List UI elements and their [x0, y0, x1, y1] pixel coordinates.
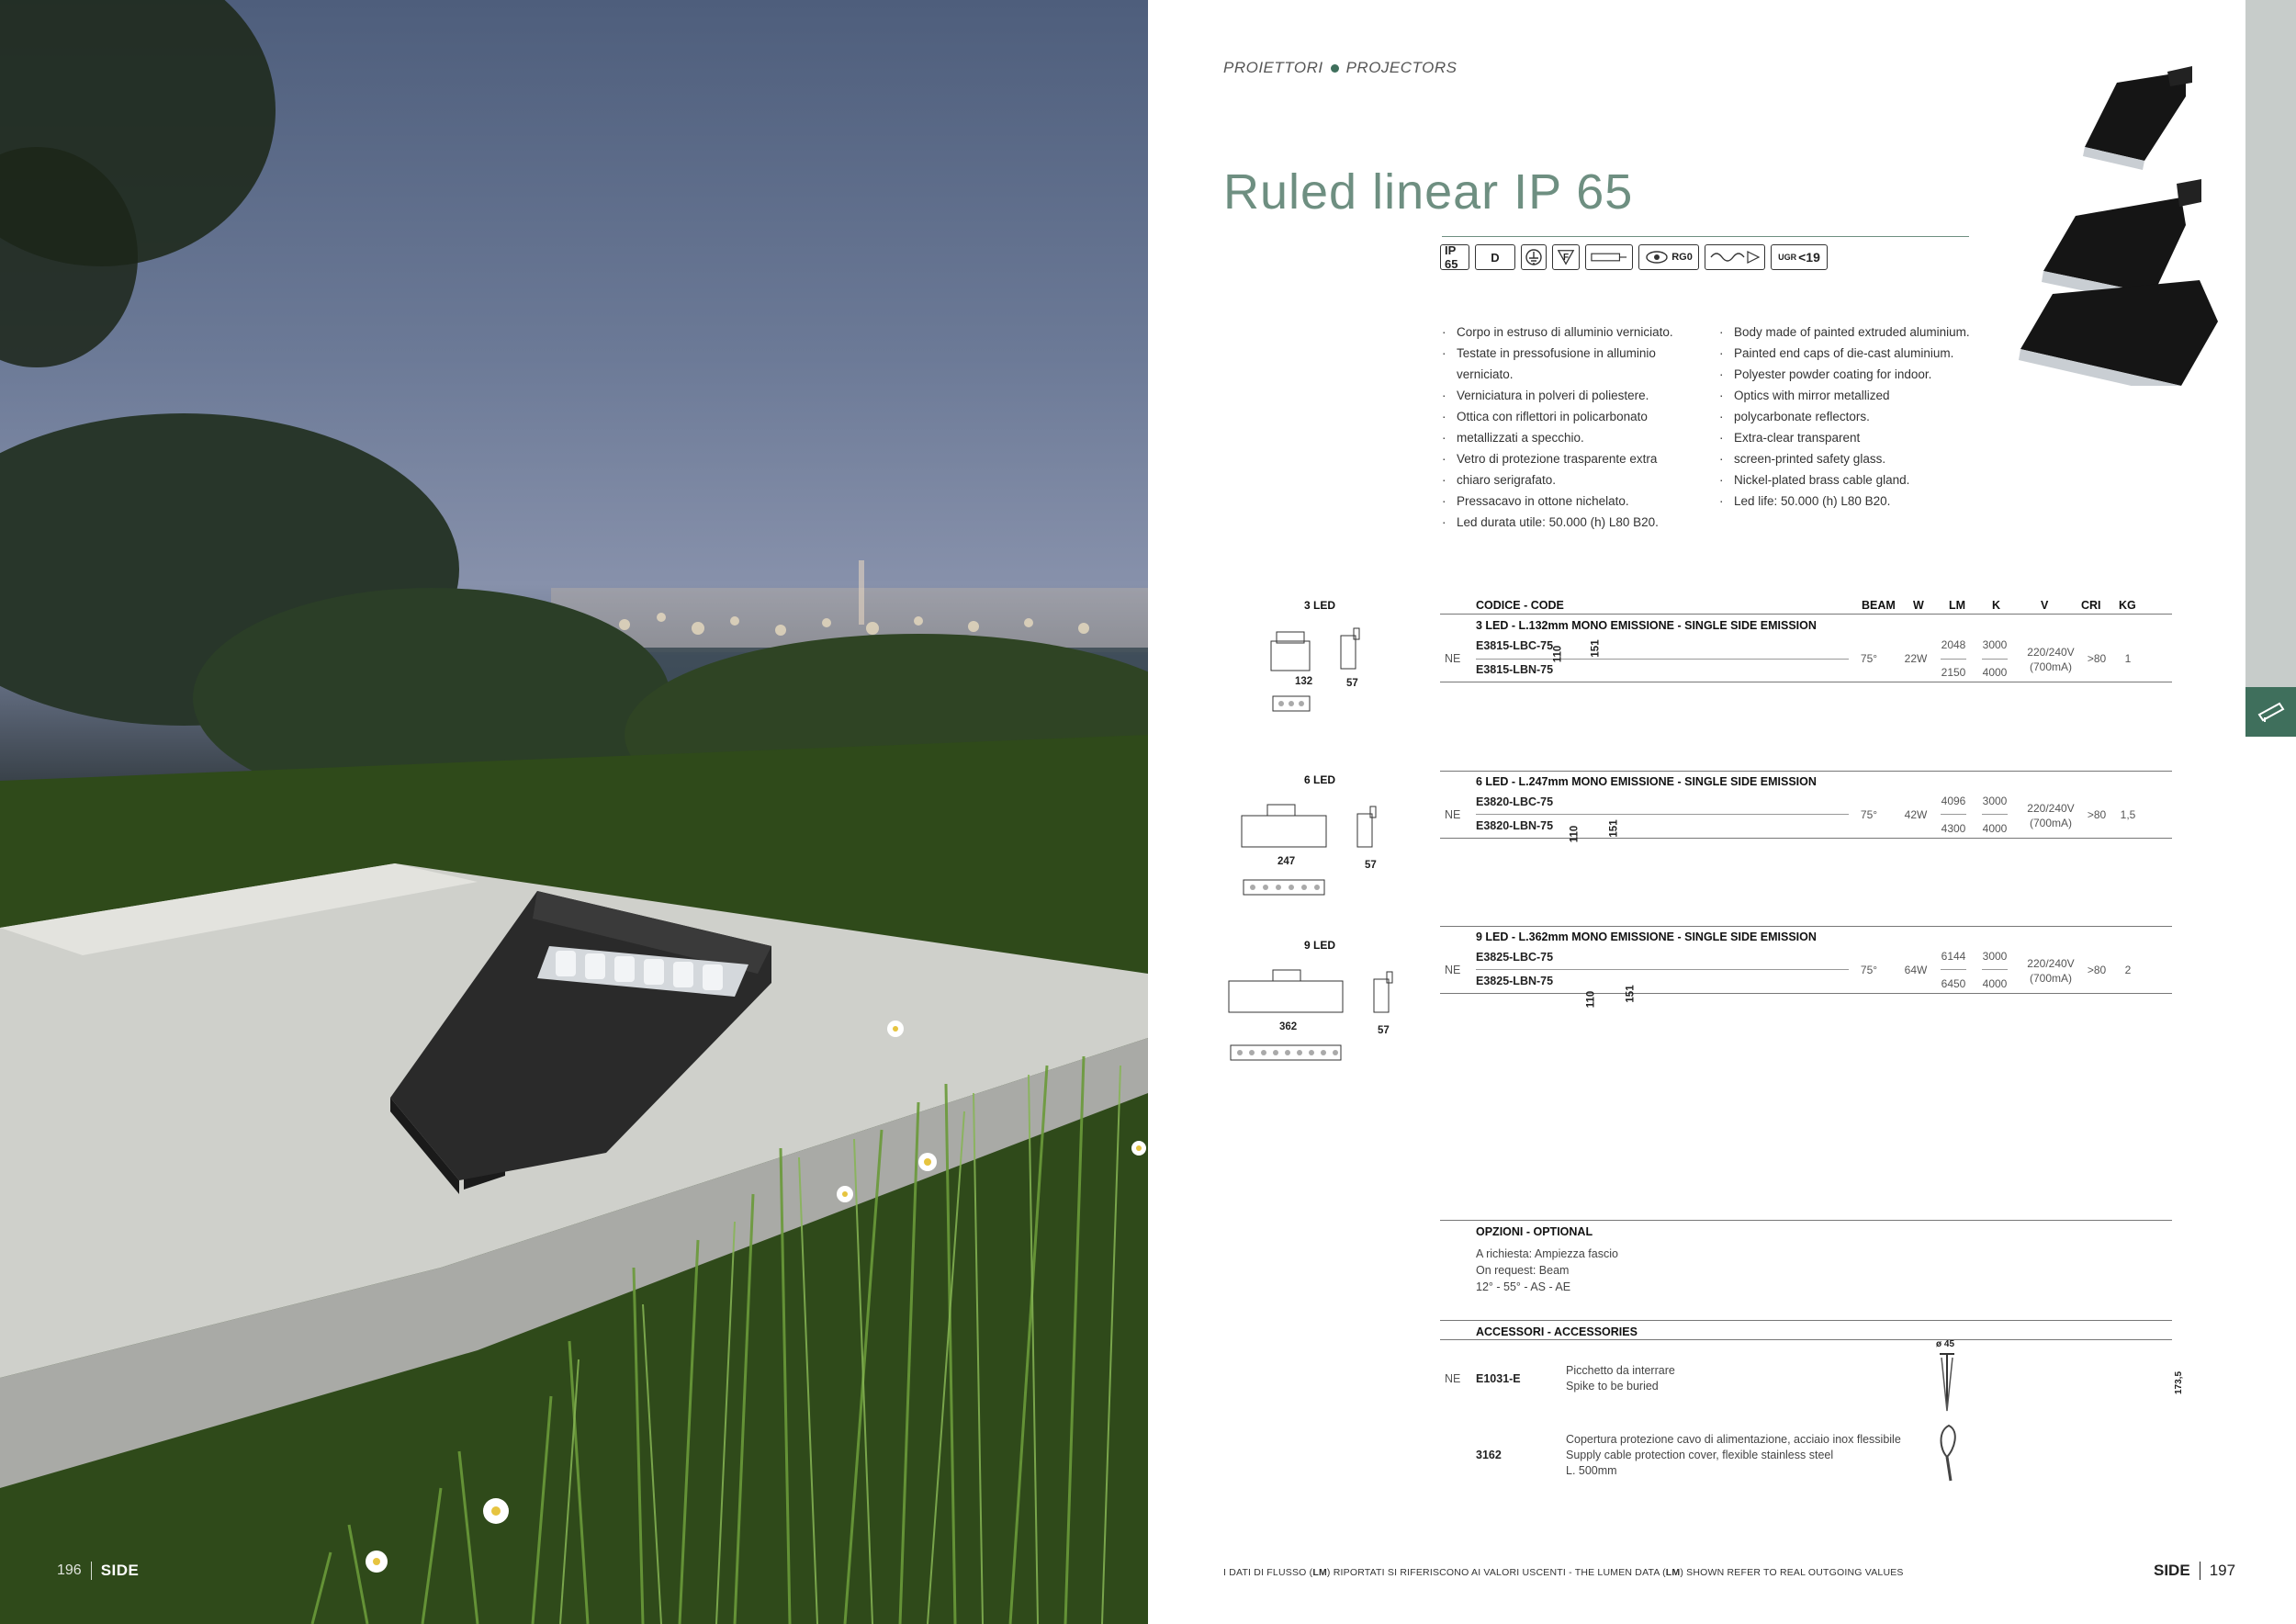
accessory-description [1566, 1363, 1675, 1394]
voltage-cell [2019, 956, 2083, 986]
cri-value: >80 [2087, 652, 2107, 665]
col-kg: KG [2119, 599, 2136, 612]
weight-value: 1 [2124, 652, 2132, 665]
class-d-label: D [1491, 250, 1500, 265]
breadcrumb-category-en: PROJECTORS [1345, 59, 1458, 76]
footer-note-lm: LM [1665, 1567, 1681, 1578]
breadcrumb-category-it: PROIETTORI [1223, 59, 1323, 76]
accessory-code: 3162 [1476, 1449, 1502, 1461]
kelvin-separator [1982, 814, 2008, 815]
lumen-separator [1941, 659, 1966, 660]
feature-en-item: · Extra-clear transparent [1717, 427, 1984, 448]
right-section-name: SIDE [2154, 1562, 2190, 1579]
ugr-value: <19 [1798, 250, 1820, 265]
projector-category-icon [2256, 698, 2287, 722]
accessory-desc-line: Copertura protezione cavo di alimentazione, acciaio inox flessibile [1566, 1433, 1901, 1446]
cri-value: >80 [2087, 808, 2107, 821]
accessories-header-rule [1440, 1339, 2172, 1340]
spike-icon [1929, 1350, 1965, 1415]
cable-cover-icon [1932, 1422, 1965, 1486]
dim-height: 110 [1569, 825, 1581, 843]
dim-total: 151 [1590, 639, 1602, 658]
dim-depth: 57 [1365, 860, 1377, 871]
col-code: CODICE - CODE [1476, 599, 1564, 612]
technical-drawing-9led [1227, 966, 1401, 1067]
optional-text [1476, 1246, 1618, 1295]
risk-group-icon [1638, 244, 1699, 270]
lumen-value: 6144 [1941, 950, 1966, 963]
col-v: V [2041, 599, 2049, 612]
dimmer-wave-icon [1705, 244, 1765, 270]
variant-9led-render [2019, 280, 2218, 386]
title-divider [1442, 236, 1969, 237]
lumen-value: 6450 [1941, 977, 1966, 990]
side-index-tab [2245, 687, 2296, 733]
watt-value: 64W [1904, 964, 1928, 976]
footer-note-part: I DATI DI FLUSSO ( [1223, 1567, 1313, 1578]
footer-note-part: ) SHOWN REFER TO REAL OUTGOING VALUES [1680, 1567, 1904, 1578]
ugr-label: UGR [1778, 253, 1797, 262]
feature-en-item: · Led life: 50.000 (h) L80 B20. [1717, 491, 1984, 512]
product-title: Ruled linear IP 65 [1223, 164, 1634, 220]
accessory-desc-line: L. 500mm [1566, 1464, 1617, 1477]
lumen-value: 4096 [1941, 795, 1966, 807]
footer-note-lm: LM [1312, 1567, 1327, 1578]
voltage-cell [2019, 645, 2083, 674]
watt-value: 42W [1904, 808, 1928, 821]
code-separator [1476, 659, 1849, 660]
beam-value: 75° [1860, 808, 1878, 821]
accessory-desc-line: Supply cable protection cover, flexible stainless steel [1566, 1449, 1834, 1461]
lumen-separator [1941, 969, 1966, 970]
technical-drawing-6led [1240, 799, 1387, 900]
lumen-value: 2150 [1941, 666, 1966, 679]
kelvin-separator [1982, 659, 2008, 660]
led-count-label: 3 LED [1304, 599, 1336, 612]
right-page-number: 197 [2209, 1562, 2236, 1579]
product-code: E3825-LBN-75 [1476, 975, 1554, 987]
group-bottom-rule [1440, 838, 2172, 839]
code-separator [1476, 969, 1849, 970]
code-separator [1476, 814, 1849, 815]
dim-total: 151 [1608, 819, 1620, 838]
group-title: 6 LED - L.247mm MONO EMISSIONE - SINGLE SIDE EMISSION [1476, 775, 1817, 788]
ne-marker: NE [1445, 964, 1461, 976]
kelvin-value: 4000 [1982, 822, 2008, 835]
weight-value: 2 [2124, 964, 2132, 976]
current-value: (700mA) [2029, 817, 2072, 829]
optional-line: A richiesta: Ampiezza fascio [1476, 1247, 1618, 1260]
feature-en-item: · screen-printed safety glass. [1717, 448, 1984, 469]
right-page-folio [2154, 1562, 2235, 1580]
feature-en-item: · polycarbonate reflectors. [1717, 406, 1984, 427]
feature-en-item: · Optics with mirror metallized [1717, 385, 1984, 406]
kelvin-value: 3000 [1982, 638, 2008, 651]
group-title: 9 LED - L.362mm MONO EMISSIONE - SINGLE SIDE EMISSION [1476, 930, 1817, 943]
side-index-bar [2245, 0, 2296, 689]
ugr-icon [1771, 244, 1828, 270]
breadcrumb [1223, 59, 1457, 77]
breadcrumb-dot-icon [1331, 64, 1339, 73]
dim-depth: 57 [1346, 678, 1358, 689]
feature-it-item: · Testate in pressofusione in alluminio verniciato. [1440, 343, 1688, 385]
spike-height: 173,5 [2174, 1370, 2185, 1395]
feature-it-item: · Ottica con riflettori in policarbonato [1440, 406, 1688, 427]
feature-it-item: · Verniciatura in polveri di poliestere. [1440, 385, 1688, 406]
accessory-desc-line: Picchetto da interrare [1566, 1364, 1675, 1377]
table-header-rule [1440, 614, 2172, 615]
kelvin-value: 4000 [1982, 977, 2008, 990]
lumen-separator [1941, 814, 1966, 815]
footer-lumen-note [1223, 1567, 1904, 1578]
spike-diameter: ø 45 [1936, 1339, 1955, 1349]
optional-line: On request: Beam [1476, 1264, 1570, 1277]
weight-value: 1,5 [2120, 808, 2136, 821]
ne-marker: NE [1445, 1372, 1461, 1385]
kelvin-value: 3000 [1982, 795, 2008, 807]
plug-icon [1585, 244, 1633, 270]
product-code: E3820-LBC-75 [1476, 795, 1554, 808]
dim-length: 132 [1295, 676, 1313, 687]
accessories-title: ACCESSORI - ACCESSORIES [1476, 1325, 1638, 1338]
optional-title: OPZIONI - OPTIONAL [1476, 1225, 1593, 1238]
technical-drawing-3led [1269, 621, 1379, 722]
product-code: E3825-LBC-75 [1476, 951, 1554, 964]
cri-value: >80 [2087, 964, 2107, 976]
certification-symbols [1440, 244, 1828, 270]
accessories-top-rule [1440, 1320, 2172, 1321]
current-value: (700mA) [2029, 660, 2072, 673]
group-top-rule [1440, 926, 2172, 927]
beam-value: 75° [1860, 964, 1878, 976]
group-bottom-rule [1440, 993, 2172, 994]
current-value: (700mA) [2029, 972, 2072, 985]
feature-en-item: · Nickel-plated brass cable gland. [1717, 469, 1984, 491]
f-mark-icon [1552, 244, 1580, 270]
ground-icon [1521, 244, 1547, 270]
col-cri: CRI [2081, 599, 2101, 612]
dim-total: 151 [1625, 985, 1637, 1003]
optional-line: 12° - 55° - AS - AE [1476, 1280, 1571, 1293]
beam-value: 75° [1860, 652, 1878, 665]
catalog-page [1148, 0, 2296, 1624]
voltage-value: 220/240V [2027, 957, 2075, 970]
ip65-icon: IP 65 [1440, 244, 1469, 270]
feature-en-item: · Polyester powder coating for indoor. [1717, 364, 1984, 385]
feature-it-item: · metallizzati a specchio. [1440, 427, 1688, 448]
watt-value: 22W [1904, 652, 1928, 665]
dim-length: 362 [1279, 1021, 1298, 1032]
voltage-value: 220/240V [2027, 802, 2075, 815]
col-k: K [1992, 599, 2001, 612]
lumen-value: 2048 [1941, 638, 1966, 651]
dim-depth: 57 [1378, 1025, 1390, 1036]
led-count-label: 6 LED [1304, 773, 1336, 786]
kelvin-value: 3000 [1982, 950, 2008, 963]
risk-group-label: RG0 [1671, 252, 1693, 263]
feature-it-item: · Corpo in estruso di alluminio verniciato. [1440, 321, 1688, 343]
group-title: 3 LED - L.132mm MONO EMISSIONE - SINGLE SIDE EMISSION [1476, 619, 1817, 632]
feature-en-item: · Painted end caps of die-cast aluminium. [1717, 343, 1984, 364]
folio-divider [91, 1562, 92, 1580]
dim-height: 110 [1552, 645, 1564, 663]
variant-3led-render [2083, 66, 2192, 170]
voltage-cell [2019, 801, 2083, 830]
class-d-icon [1475, 244, 1515, 270]
accessory-desc-line: Spike to be buried [1566, 1380, 1659, 1393]
left-page-number: 196 [57, 1562, 82, 1578]
footer-note-part: ) RIPORTATI SI RIFERISCONO AI VALORI USCENTI - THE LUMEN DATA ( [1326, 1567, 1666, 1578]
ne-marker: NE [1445, 808, 1461, 821]
product-code: E3815-LBC-75 [1476, 639, 1554, 652]
left-section-name: SIDE [100, 1562, 140, 1579]
kelvin-separator [1982, 969, 2008, 970]
feature-en-item: · Body made of painted extruded aluminium. [1717, 321, 1984, 343]
col-w: W [1913, 599, 1924, 612]
dim-length: 247 [1277, 856, 1296, 867]
led-count-label: 9 LED [1304, 939, 1336, 952]
dim-height: 110 [1585, 990, 1597, 1009]
optional-top-rule [1440, 1220, 2172, 1221]
lumen-value: 4300 [1941, 822, 1966, 835]
accessory-code: E1031-E [1476, 1372, 1521, 1385]
features-italian [1440, 321, 1688, 533]
left-page-folio [57, 1562, 139, 1580]
col-beam: BEAM [1862, 599, 1896, 612]
product-code: E3815-LBN-75 [1476, 663, 1554, 676]
feature-it-item: · Pressacavo in ottone nichelato. [1440, 491, 1688, 512]
group-top-rule [1440, 771, 2172, 772]
feature-it-item: · chiaro serigrafato. [1440, 469, 1688, 491]
kelvin-value: 4000 [1982, 666, 2008, 679]
features-english [1717, 321, 1984, 512]
voltage-value: 220/240V [2027, 646, 2075, 659]
col-lm: LM [1949, 599, 1966, 612]
f-mark-label: F [1562, 252, 1570, 263]
accessory-description [1566, 1432, 1901, 1479]
product-code: E3820-LBN-75 [1476, 819, 1554, 832]
ne-marker: NE [1445, 652, 1461, 665]
side-tab-underline [2245, 733, 2296, 737]
feature-it-item: · Led durata utile: 50.000 (h) L80 B20. [1440, 512, 1688, 533]
product-variants-image [1988, 55, 2245, 386]
spec-table-header [1476, 599, 2172, 614]
feature-it-item: · Vetro di protezione trasparente extra [1440, 448, 1688, 469]
